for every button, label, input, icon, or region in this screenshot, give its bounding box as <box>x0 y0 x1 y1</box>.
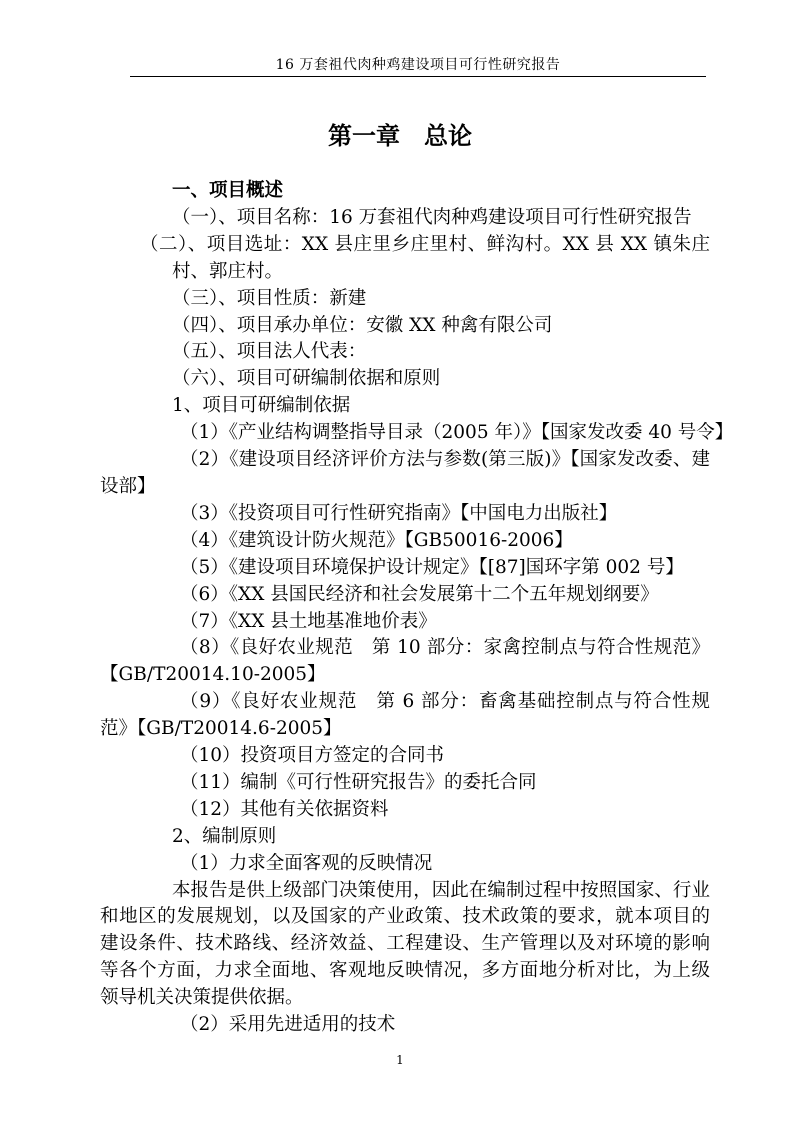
principle-title: （1）力求全面客观的反映情况 <box>180 852 433 874</box>
page-number: 1 <box>396 1053 404 1067</box>
basis-item: （10）投资项目方签定的合同书 <box>180 745 445 767</box>
overview-legal-rep: （五）、项目法人代表： <box>172 341 367 363</box>
basis-heading: 1、项目可研编制依据 <box>172 395 351 417</box>
document-body <box>100 178 734 1039</box>
basis-item: （4）《建筑设计防火规范》【GB50016-2006】 <box>180 529 573 551</box>
principle-title: （2）采用先进适用的技术 <box>180 1014 396 1036</box>
basis-item: （9）《良好农业规范 第 6 部分：畜禽基础控制点与符合性规范》【GB/T20014.6-2005】 <box>100 691 710 740</box>
basis-item: （8）《良好农业规范 第 10 部分：家禽控制点与符合性规范》【GB/T20014.10-2005】 <box>100 637 710 686</box>
chapter-number: 第一章 <box>328 122 400 150</box>
overview-project-site: （二）、项目选址：XX 县庄里乡庄里村、鲜沟村。XX 县 XX 镇朱庄村、郭庄村。 <box>140 233 710 282</box>
basis-item: （7）《XX 县土地基准地价表》 <box>180 610 437 632</box>
chapter-title <box>0 120 800 152</box>
overview-project-nature: （三）、项目性质：新建 <box>172 287 367 309</box>
principles-heading: 2、编制原则 <box>172 825 277 847</box>
basis-item: （5）《建设项目环境保护设计规定》【[87]国环字第 002 号】 <box>180 556 684 578</box>
principle-body: 本报告是供上级部门决策使用，因此在编制过程中按照国家、行业和地区的发展规划，以及国家的产业政策、技术政策的要求，就本项目的建设条件、技术路线、经济效益、工程建设、生产管理以及对环境的影响等各个方面，力求全面地、客观地反映情况，多方面地分析对比，为上级领导机关决策提供依据。 <box>100 879 710 1009</box>
basis-item: （12）其他有关依据资料 <box>180 798 389 820</box>
overview-project-name: （一）、项目名称：16 万套祖代肉种鸡建设项目可行性研究报告 <box>172 206 692 228</box>
running-header-title: 16 万套祖代肉种鸡建设项目可行性研究报告 <box>275 57 561 73</box>
overview-project-owner: （四）、项目承办单位：安徽 XX 种禽有限公司 <box>172 314 553 336</box>
basis-item: （3）《投资项目可行性研究指南》【中国电力出版社】 <box>180 502 618 524</box>
header-rule <box>130 76 706 77</box>
overview-basis-principles: （六）、项目可研编制依据和原则 <box>172 368 441 390</box>
basis-item: （11）编制《可行性研究报告》的委托合同 <box>180 771 537 793</box>
basis-item: （2）《建设项目经济评价方法与参数(第三版)》【国家发改委、建设部】 <box>100 449 710 497</box>
section-heading: 一、项目概述 <box>172 180 284 201</box>
basis-item: （1）《产业结构调整指导目录（2005 年）》【国家发改委 40 号令】 <box>180 422 734 444</box>
basis-item: （6）《XX 县国民经济和社会发展第十二个五年规划纲要》 <box>180 583 659 605</box>
chapter-name: 总论 <box>424 122 472 150</box>
